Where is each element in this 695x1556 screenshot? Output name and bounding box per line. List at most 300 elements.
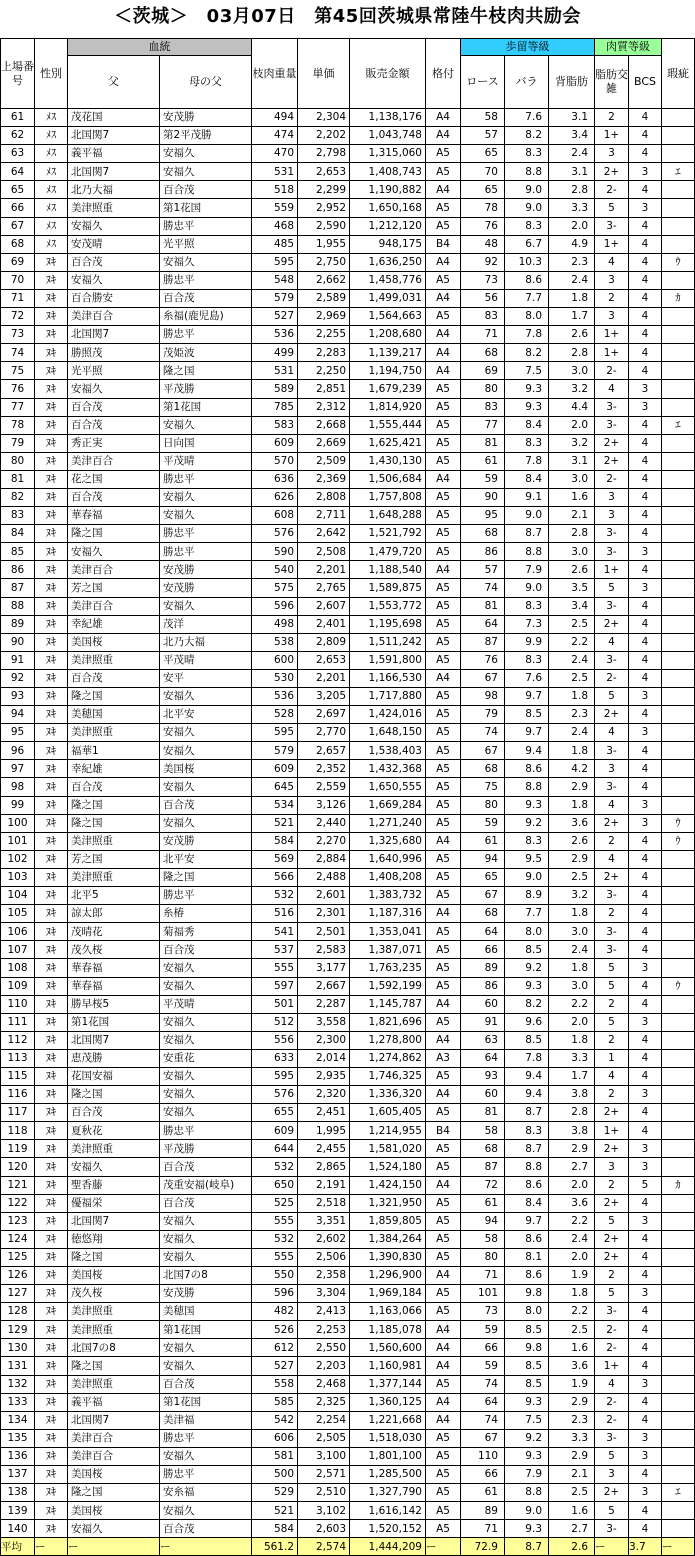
cell-roast: 72 [461,1176,505,1194]
cell-kashi [662,1303,695,1321]
cell-roast: 79 [461,706,505,724]
cell-roast: 57 [461,127,505,145]
cell-bara: 8.2 [505,995,549,1013]
cell-haha-no-chichi: 第1花国 [160,1393,252,1411]
average-edaniku-juryo: 561.2 [252,1538,298,1556]
cell-tanka: 2,809 [298,633,350,651]
cell-roast: 83 [461,398,505,416]
cell-seshibo: 2.2 [549,1303,595,1321]
cell-kakuzuke: A4 [426,362,461,380]
cell-shibo-kozatsu: 3 [595,145,629,163]
cell-jouban: 76 [1,380,35,398]
cell-hanbai-kingaku: 1,383,732 [350,887,426,905]
cell-hanbai-kingaku: 1,648,288 [350,507,426,525]
cell-hanbai-kingaku: 1,521,792 [350,525,426,543]
cell-bcs: 3 [629,543,662,561]
cell-kakuzuke: A5 [426,633,461,651]
cell-seibetsu: ﾇｷ [35,959,68,977]
cell-kakuzuke: A4 [426,1086,461,1104]
cell-shibo-kozatsu: 2 [595,1176,629,1194]
cell-bara: 7.9 [505,1466,549,1484]
cell-kakuzuke: A5 [426,651,461,669]
cell-haha-no-chichi: 安福久 [160,145,252,163]
cell-jouban: 101 [1,832,35,850]
cell-hanbai-kingaku: 1,859,805 [350,1212,426,1230]
cell-roast: 91 [461,1013,505,1031]
cell-edaniku-juryo: 576 [252,525,298,543]
cell-jouban: 70 [1,271,35,289]
table-row [1,308,695,326]
table-row [1,1104,695,1122]
cell-bara: 8.7 [505,1140,549,1158]
cell-jouban: 109 [1,977,35,995]
cell-seshibo: 2.8 [549,344,595,362]
cell-kakuzuke: A4 [426,1176,461,1194]
cell-bcs: 4 [629,669,662,687]
cell-edaniku-juryo: 559 [252,199,298,217]
cell-tanka: 2,255 [298,326,350,344]
cell-hanbai-kingaku: 1,138,176 [350,109,426,127]
cell-shibo-kozatsu: 2+ [595,452,629,470]
cell-roast: 80 [461,796,505,814]
cell-edaniku-juryo: 589 [252,380,298,398]
cell-bara: 8.8 [505,778,549,796]
cell-edaniku-juryo: 583 [252,416,298,434]
cell-bcs: 4 [629,109,662,127]
cell-tanka: 3,351 [298,1212,350,1230]
cell-jouban: 65 [1,181,35,199]
table-row [1,796,695,814]
cell-kakuzuke: A4 [426,344,461,362]
cell-bcs: 4 [629,1520,662,1538]
cell-kashi [662,887,695,905]
cell-hanbai-kingaku: 1,518,030 [350,1429,426,1447]
auction-results-table [0,38,695,1556]
cell-kakuzuke: A4 [426,1339,461,1357]
cell-shibo-kozatsu: 2- [595,470,629,488]
table-row [1,253,695,271]
cell-kakuzuke: A5 [426,308,461,326]
cell-seshibo: 2.3 [549,706,595,724]
cell-seibetsu: ﾇｷ [35,887,68,905]
cell-seibetsu: ﾒｽ [35,199,68,217]
header-budomari-tokyu: 歩留等級 [461,39,595,56]
cell-chichi: 茂久桜 [68,941,160,959]
cell-edaniku-juryo: 542 [252,1411,298,1429]
cell-kashi [662,1067,695,1085]
cell-tanka: 2,505 [298,1429,350,1447]
cell-shibo-kozatsu: 3- [595,887,629,905]
cell-chichi: 隆之国 [68,1357,160,1375]
cell-seshibo: 1.8 [549,959,595,977]
cell-kakuzuke: A4 [426,181,461,199]
cell-hanbai-kingaku: 1,499,031 [350,289,426,307]
cell-shibo-kozatsu: 3 [595,507,629,525]
table-row [1,109,695,127]
cell-seshibo: 2.4 [549,724,595,742]
cell-kakuzuke: A5 [426,1230,461,1248]
cell-bara: 7.5 [505,1411,549,1429]
table-row [1,217,695,235]
cell-haha-no-chichi: 勝忠平 [160,271,252,289]
table-row [1,706,695,724]
cell-bara: 7.8 [505,1049,549,1067]
table-row [1,669,695,687]
cell-seibetsu: ﾇｷ [35,995,68,1013]
cell-kashi [662,995,695,1013]
cell-seshibo: 4.9 [549,235,595,253]
cell-bcs: 4 [629,651,662,669]
cell-hanbai-kingaku: 1,336,320 [350,1086,426,1104]
cell-kashi [662,850,695,868]
cell-kakuzuke: A5 [426,796,461,814]
header-bcs: BCS [629,56,662,109]
cell-shibo-kozatsu: 1+ [595,235,629,253]
table-row [1,850,695,868]
cell-seshibo: 1.8 [549,1031,595,1049]
cell-haha-no-chichi: 糸福(鹿児島) [160,308,252,326]
cell-chichi: 隆之国 [68,688,160,706]
cell-shibo-kozatsu: 2+ [595,434,629,452]
cell-seibetsu: ﾇｷ [35,923,68,941]
cell-jouban: 115 [1,1067,35,1085]
cell-seshibo: 3.4 [549,597,595,615]
cell-seshibo: 2.6 [549,561,595,579]
cell-roast: 70 [461,163,505,181]
cell-bara: 8.3 [505,434,549,452]
cell-seibetsu: ﾇｷ [35,362,68,380]
cell-roast: 48 [461,235,505,253]
cell-bara: 6.7 [505,235,549,253]
cell-hanbai-kingaku: 1,139,217 [350,344,426,362]
cell-bara: 9.7 [505,724,549,742]
cell-haha-no-chichi: 平茂勝 [160,380,252,398]
cell-edaniku-juryo: 527 [252,1357,298,1375]
cell-haha-no-chichi: 安福久 [160,1357,252,1375]
cell-chichi: 美津百合 [68,597,160,615]
cell-kakuzuke: A5 [426,380,461,398]
cell-bara: 8.6 [505,1267,549,1285]
cell-bara: 9.3 [505,977,549,995]
cell-tanka: 3,177 [298,959,350,977]
cell-haha-no-chichi: 百合茂 [160,941,252,959]
cell-seshibo: 4.2 [549,760,595,778]
table-row [1,271,695,289]
cell-bara: 9.2 [505,814,549,832]
cell-bcs: 3 [629,796,662,814]
cell-chichi: 恵茂勝 [68,1049,160,1067]
cell-jouban: 85 [1,543,35,561]
cell-kakuzuke: A5 [426,398,461,416]
cell-shibo-kozatsu: 3 [595,1158,629,1176]
cell-haha-no-chichi: 茂姫波 [160,344,252,362]
cell-hanbai-kingaku: 1,814,920 [350,398,426,416]
cell-chichi: 美津照重 [68,832,160,850]
cell-tanka: 3,100 [298,1447,350,1465]
cell-jouban: 125 [1,1248,35,1266]
cell-tanka: 2,488 [298,868,350,886]
cell-shibo-kozatsu: 2 [595,1267,629,1285]
cell-edaniku-juryo: 528 [252,706,298,724]
cell-roast: 86 [461,977,505,995]
cell-chichi: 美津百合 [68,1429,160,1447]
cell-tanka: 2,369 [298,470,350,488]
cell-seshibo: 2.5 [549,615,595,633]
cell-kashi [662,543,695,561]
cell-bcs: 4 [629,326,662,344]
cell-bcs: 3 [629,1086,662,1104]
table-row [1,1321,695,1339]
cell-jouban: 74 [1,344,35,362]
cell-seibetsu: ﾇｷ [35,398,68,416]
cell-jouban: 89 [1,615,35,633]
cell-edaniku-juryo: 556 [252,1031,298,1049]
cell-bcs: 3 [629,1158,662,1176]
table-row [1,326,695,344]
table-row [1,145,695,163]
cell-hanbai-kingaku: 1,969,184 [350,1285,426,1303]
cell-chichi: 美津照重 [68,1303,160,1321]
cell-chichi: 夏秋花 [68,1122,160,1140]
cell-chichi: 北国関7 [68,326,160,344]
cell-bcs: 4 [629,1049,662,1067]
cell-tanka: 2,451 [298,1104,350,1122]
cell-seshibo: 3.1 [549,452,595,470]
cell-kashi [662,1230,695,1248]
cell-kakuzuke: A4 [426,127,461,145]
cell-jouban: 140 [1,1520,35,1538]
cell-edaniku-juryo: 596 [252,597,298,615]
cell-seshibo: 2.9 [549,1393,595,1411]
cell-tanka: 2,014 [298,1049,350,1067]
cell-kashi [662,579,695,597]
cell-haha-no-chichi: 百合茂 [160,1158,252,1176]
cell-bara: 8.9 [505,887,549,905]
cell-jouban: 64 [1,163,35,181]
cell-edaniku-juryo: 612 [252,1339,298,1357]
cell-kakuzuke: A4 [426,1411,461,1429]
cell-shibo-kozatsu: 4 [595,633,629,651]
cell-seibetsu: ﾇｷ [35,1466,68,1484]
cell-shibo-kozatsu: 4 [595,253,629,271]
cell-tanka: 2,283 [298,344,350,362]
cell-bcs: 4 [629,253,662,271]
cell-bcs: 4 [629,488,662,506]
table-row [1,488,695,506]
cell-hanbai-kingaku: 1,384,264 [350,1230,426,1248]
cell-jouban: 120 [1,1158,35,1176]
cell-haha-no-chichi: 勝忠平 [160,1122,252,1140]
cell-kashi [662,1248,695,1266]
cell-edaniku-juryo: 595 [252,253,298,271]
table-row [1,1267,695,1285]
table-row [1,1031,695,1049]
cell-bara: 7.7 [505,905,549,923]
table-body [1,109,695,1538]
cell-edaniku-juryo: 527 [252,308,298,326]
cell-kakuzuke: A5 [426,525,461,543]
cell-seibetsu: ﾒｽ [35,109,68,127]
cell-chichi: 美津照重 [68,651,160,669]
cell-kakuzuke: A5 [426,1194,461,1212]
cell-edaniku-juryo: 626 [252,488,298,506]
cell-kakuzuke: A5 [426,977,461,995]
cell-edaniku-juryo: 609 [252,434,298,452]
cell-shibo-kozatsu: 3 [595,488,629,506]
cell-kakuzuke: A5 [426,760,461,778]
cell-hanbai-kingaku: 1,360,125 [350,1393,426,1411]
cell-roast: 74 [461,579,505,597]
cell-bara: 8.8 [505,1158,549,1176]
cell-hanbai-kingaku: 1,185,078 [350,1321,426,1339]
cell-shibo-kozatsu: 3 [595,760,629,778]
cell-tanka: 2,750 [298,253,350,271]
cell-chichi: 茂晴花 [68,923,160,941]
cell-bcs: 4 [629,760,662,778]
cell-roast: 71 [461,326,505,344]
cell-bcs: 4 [629,941,662,959]
cell-edaniku-juryo: 518 [252,181,298,199]
cell-seibetsu: ﾇｷ [35,452,68,470]
cell-bara: 9.0 [505,507,549,525]
cell-seshibo: 1.6 [549,488,595,506]
cell-kashi [662,1212,695,1230]
cell-seshibo: 2.2 [549,1212,595,1230]
cell-roast: 80 [461,380,505,398]
cell-bcs: 4 [629,923,662,941]
cell-chichi: 美津照重 [68,1321,160,1339]
cell-jouban: 118 [1,1122,35,1140]
cell-bara: 8.2 [505,344,549,362]
cell-shibo-kozatsu: 3- [595,778,629,796]
cell-tanka: 2,657 [298,742,350,760]
cell-roast: 59 [461,470,505,488]
cell-kakuzuke: A4 [426,1393,461,1411]
cell-roast: 67 [461,669,505,687]
cell-kashi [662,1520,695,1538]
table-row [1,868,695,886]
cell-jouban: 117 [1,1104,35,1122]
cell-bcs: 5 [629,1176,662,1194]
table-row [1,597,695,615]
cell-shibo-kozatsu: 2+ [595,163,629,181]
cell-shibo-kozatsu: 2+ [595,706,629,724]
cell-bara: 8.8 [505,543,549,561]
cell-kakuzuke: A5 [426,416,461,434]
cell-haha-no-chichi: 安福久 [160,1230,252,1248]
cell-roast: 80 [461,1248,505,1266]
cell-seshibo: 1.8 [549,796,595,814]
cell-shibo-kozatsu: 2+ [595,1484,629,1502]
cell-kashi [662,1339,695,1357]
cell-haha-no-chichi: 勝忠平 [160,217,252,235]
cell-roast: 78 [461,199,505,217]
cell-shibo-kozatsu: 5 [595,959,629,977]
cell-edaniku-juryo: 579 [252,289,298,307]
cell-bcs: 3 [629,959,662,977]
cell-bara: 8.8 [505,163,549,181]
cell-shibo-kozatsu: 2+ [595,814,629,832]
cell-chichi: 北国関7 [68,1031,160,1049]
cell-seibetsu: ﾇｷ [35,1339,68,1357]
cell-jouban: 99 [1,796,35,814]
table-row [1,470,695,488]
cell-chichi: 聖香藤 [68,1176,160,1194]
cell-hanbai-kingaku: 1,195,698 [350,615,426,633]
cell-bcs: 4 [629,995,662,1013]
cell-hanbai-kingaku: 1,408,743 [350,163,426,181]
cell-roast: 59 [461,1357,505,1375]
cell-shibo-kozatsu: 3- [595,941,629,959]
cell-seshibo: 3.5 [549,579,595,597]
cell-kakuzuke: A5 [426,1104,461,1122]
cell-roast: 61 [461,1194,505,1212]
cell-bara: 7.6 [505,669,549,687]
cell-chichi: 北国関7 [68,1411,160,1429]
cell-haha-no-chichi: 安福久 [160,1447,252,1465]
cell-kashi [662,1411,695,1429]
table-row [1,941,695,959]
cell-shibo-kozatsu: 2 [595,1031,629,1049]
cell-chichi: 百合勝安 [68,289,160,307]
header-ketto: 血統 [68,39,252,56]
cell-bara: 8.3 [505,597,549,615]
cell-edaniku-juryo: 531 [252,362,298,380]
cell-roast: 77 [461,416,505,434]
cell-bara: 8.5 [505,1321,549,1339]
cell-bcs: 4 [629,1411,662,1429]
cell-kashi [662,525,695,543]
cell-kashi [662,127,695,145]
cell-chichi: 北平5 [68,887,160,905]
cell-haha-no-chichi: 平茂晴 [160,452,252,470]
cell-shibo-kozatsu: 3- [595,742,629,760]
cell-tanka: 3,205 [298,688,350,706]
cell-roast: 81 [461,434,505,452]
cell-jouban: 127 [1,1285,35,1303]
cell-bcs: 4 [629,127,662,145]
cell-kakuzuke: A5 [426,452,461,470]
cell-tanka: 2,299 [298,181,350,199]
cell-tanka: 2,969 [298,308,350,326]
cell-chichi: 美津照重 [68,868,160,886]
cell-seibetsu: ﾇｷ [35,688,68,706]
cell-hanbai-kingaku: 1,194,750 [350,362,426,380]
cell-hanbai-kingaku: 1,581,020 [350,1140,426,1158]
cell-jouban: 122 [1,1194,35,1212]
cell-seshibo: 3.2 [549,380,595,398]
average-haha-no-chichi: ー [160,1538,252,1556]
cell-roast: 65 [461,868,505,886]
cell-shibo-kozatsu: 5 [595,579,629,597]
cell-seshibo: 1.8 [549,742,595,760]
cell-hanbai-kingaku: 1,285,500 [350,1466,426,1484]
cell-seibetsu: ﾇｷ [35,1357,68,1375]
cell-hanbai-kingaku: 1,458,776 [350,271,426,289]
cell-seibetsu: ﾇｷ [35,525,68,543]
cell-kashi [662,1049,695,1067]
header-edaniku-juryo: 枝肉重量 [252,39,298,109]
table-row [1,778,695,796]
cell-bcs: 4 [629,977,662,995]
cell-shibo-kozatsu: 1+ [595,326,629,344]
cell-kashi [662,308,695,326]
cell-jouban: 111 [1,1013,35,1031]
cell-shibo-kozatsu: 4 [595,1375,629,1393]
average-row [1,1538,695,1556]
cell-seibetsu: ﾇｷ [35,507,68,525]
cell-haha-no-chichi: 安福久 [160,1067,252,1085]
